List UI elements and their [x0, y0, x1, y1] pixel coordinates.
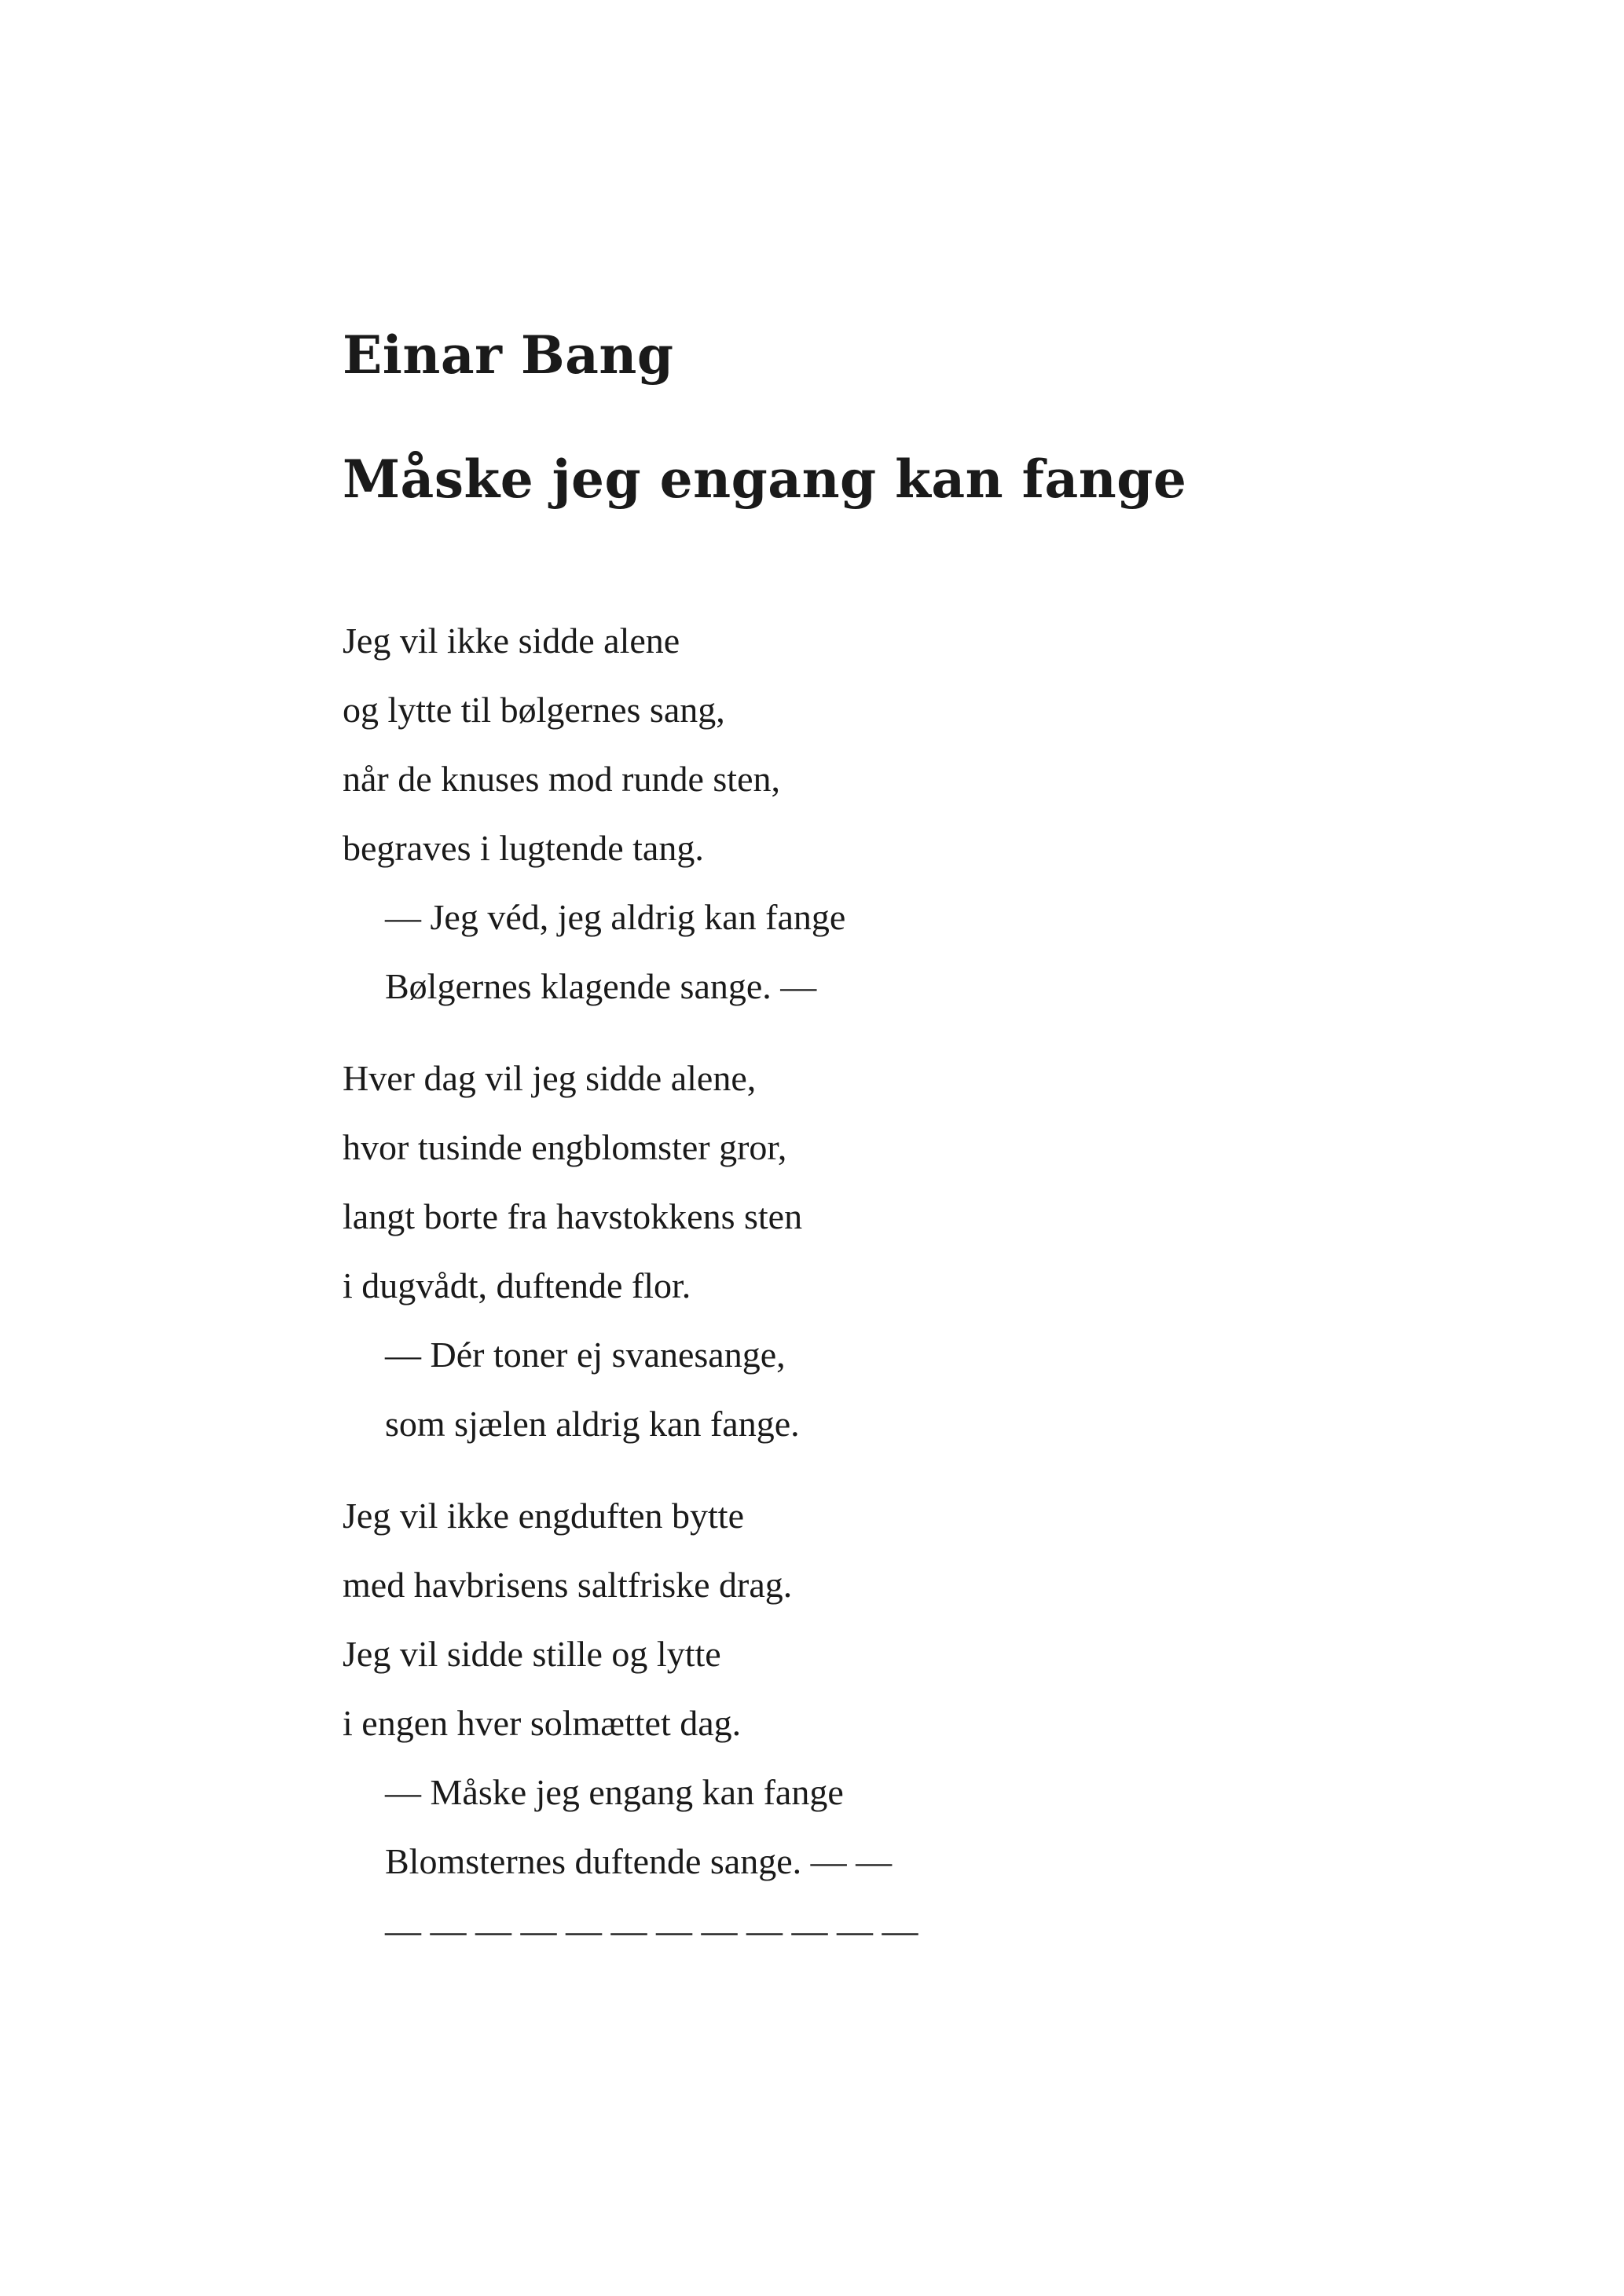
- stanza-1: [343, 606, 845, 1021]
- poem-line-indented: som sjælen aldrig kan fange.: [385, 1404, 800, 1444]
- poem-line: Hver dag vil jeg sidde alene,: [343, 1058, 757, 1098]
- poem-line-indented: — Dér toner ej svanesange,: [385, 1335, 786, 1375]
- poem-title: Måske jeg engang kan fange: [343, 449, 1187, 510]
- stanza-2: [343, 1044, 802, 1459]
- poem-line: med havbrisens saltfriske drag.: [343, 1565, 793, 1605]
- poem-line: Jeg vil ikke sidde alene: [343, 621, 680, 661]
- poem-line: langt borte fra havstokkens sten: [343, 1196, 803, 1236]
- poem-line-dashes: — — — — — — — — — — — —: [385, 1910, 918, 1950]
- poem-line: hvor tusinde engblomster gror,: [343, 1127, 787, 1167]
- poem-line: når de knuses mod runde sten,: [343, 759, 780, 799]
- poem-line: i engen hver solmættet dag.: [343, 1703, 742, 1743]
- stanza-3: [343, 1481, 918, 1965]
- poem-line: begraves i lugtende tang.: [343, 828, 704, 868]
- poem-line-indented: — Måske jeg engang kan fange: [385, 1772, 844, 1812]
- poem-line-indented: Blomsternes duftende sange. — —: [385, 1841, 893, 1881]
- poem-line: i dugvådt, duftende flor.: [343, 1265, 691, 1305]
- author-name: Einar Bang: [343, 324, 674, 386]
- poem-line: Jeg vil sidde stille og lytte: [343, 1634, 721, 1674]
- poem-line: og lytte til bølgernes sang,: [343, 690, 725, 730]
- poem-line-indented: Bølgernes klagende sange. —: [385, 966, 817, 1006]
- poem-line: Jeg vil ikke engduften bytte: [343, 1496, 744, 1536]
- poem-line-indented: — Jeg véd, jeg aldrig kan fange: [385, 897, 846, 937]
